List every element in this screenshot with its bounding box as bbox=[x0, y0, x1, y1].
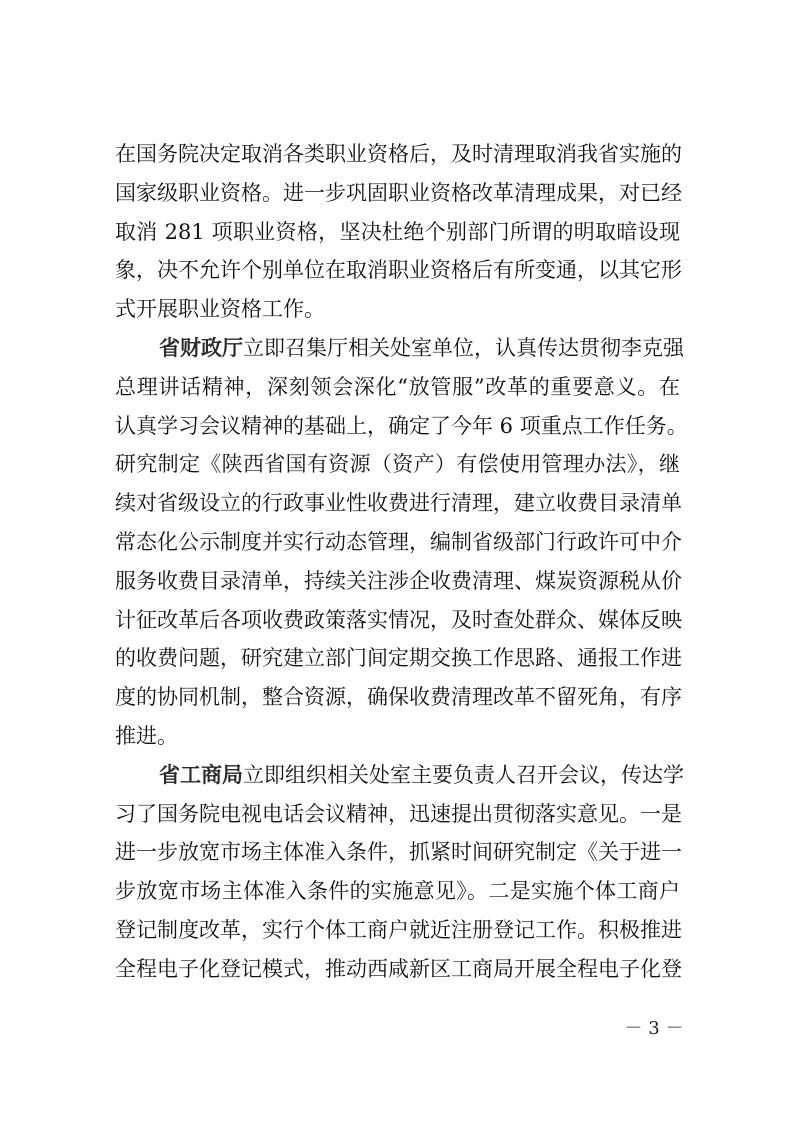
paragraph-1-line-2: 国家级职业资格。进一步巩固职业资格改革清理成果，对已经 bbox=[115, 180, 682, 205]
body-text bbox=[115, 135, 688, 989]
paragraph-3-line-6: 全程电子化登记模式，推动西咸新区工商局开展全程电子化登 bbox=[115, 956, 682, 981]
paragraph-2-line-6: 常态化公示制度并实行动态管理，编制省级部门行政许可中介 bbox=[115, 529, 682, 554]
paragraph-3-line-1 bbox=[115, 756, 684, 795]
paragraph-2-line-5: 续对省级设立的行政事业性收费进行清理，建立收费目录清单 bbox=[115, 491, 682, 516]
paragraph-2-line-9: 的收费问题，研究建立部门间定期交换工作思路、通报工作进 bbox=[115, 646, 682, 671]
paragraph-2-line-11: 推进。 bbox=[115, 723, 178, 748]
paragraph-3-line-5: 登记制度改革，实行个体工商户就近注册登记工作。积极推进 bbox=[115, 917, 682, 942]
paragraph-1-line-4: 象，决不允许个别单位在取消职业资格后有所变通，以其它形 bbox=[115, 258, 682, 283]
paragraph-2-line-2: 总理讲话精神，深刻领会深化“放管服”改革的重要意义。在 bbox=[115, 374, 680, 399]
paragraph-2-line-1-text: 立即召集厅相关处室单位，认真传达贯彻李克强 bbox=[243, 335, 684, 360]
paragraph-2-line-1 bbox=[115, 329, 684, 368]
paragraph-2-lead: 省财政厅 bbox=[159, 335, 243, 360]
paragraph-1-line-1: 在国务院决定取消各类职业资格后，及时清理取消我省实施的 bbox=[115, 142, 682, 166]
paragraph-2-line-7: 服务收费目录清单，持续关注涉企收费清理、煤炭资源税从价 bbox=[115, 568, 682, 593]
paragraph-2-line-10: 度的协同机制，整合资源，确保收费清理改革不留死角，有序 bbox=[115, 685, 682, 710]
paragraph-2-line-4: 研究制定《陕西省国有资源（资产）有偿使用管理办法》，继 bbox=[115, 452, 680, 477]
paragraph-3-line-3: 进一步放宽市场主体准入条件，抓紧时间研究制定《关于进一 bbox=[115, 840, 682, 865]
paragraph-1-line-5: 式开展职业资格工作。 bbox=[115, 297, 325, 322]
paragraph-3-line-1-text: 立即组织相关处室主要负责人召开会议，传达学 bbox=[243, 762, 684, 787]
paragraph-2-line-8: 计征改革后各项收费政策落实情况，及时查处群众、媒体反映 bbox=[115, 607, 682, 632]
paragraph-1-line-3: 取消 281 项职业资格，坚决杜绝个别部门所谓的明取暗设现 bbox=[115, 219, 680, 244]
paragraph-2-line-3: 认真学习会议精神的基础上，确定了今年 6 项重点工作任务。 bbox=[115, 413, 688, 438]
paragraph-3-lead: 省工商局 bbox=[159, 762, 243, 787]
page-number: － 3 － bbox=[624, 1018, 684, 1039]
paragraph-3-line-2: 习了国务院电视电话会议精神，迅速提出贯彻落实意见。一是 bbox=[115, 801, 682, 826]
paragraph-3-line-4: 步放宽市场主体准入条件的实施意见》。二是实施个体工商户 bbox=[115, 879, 680, 904]
